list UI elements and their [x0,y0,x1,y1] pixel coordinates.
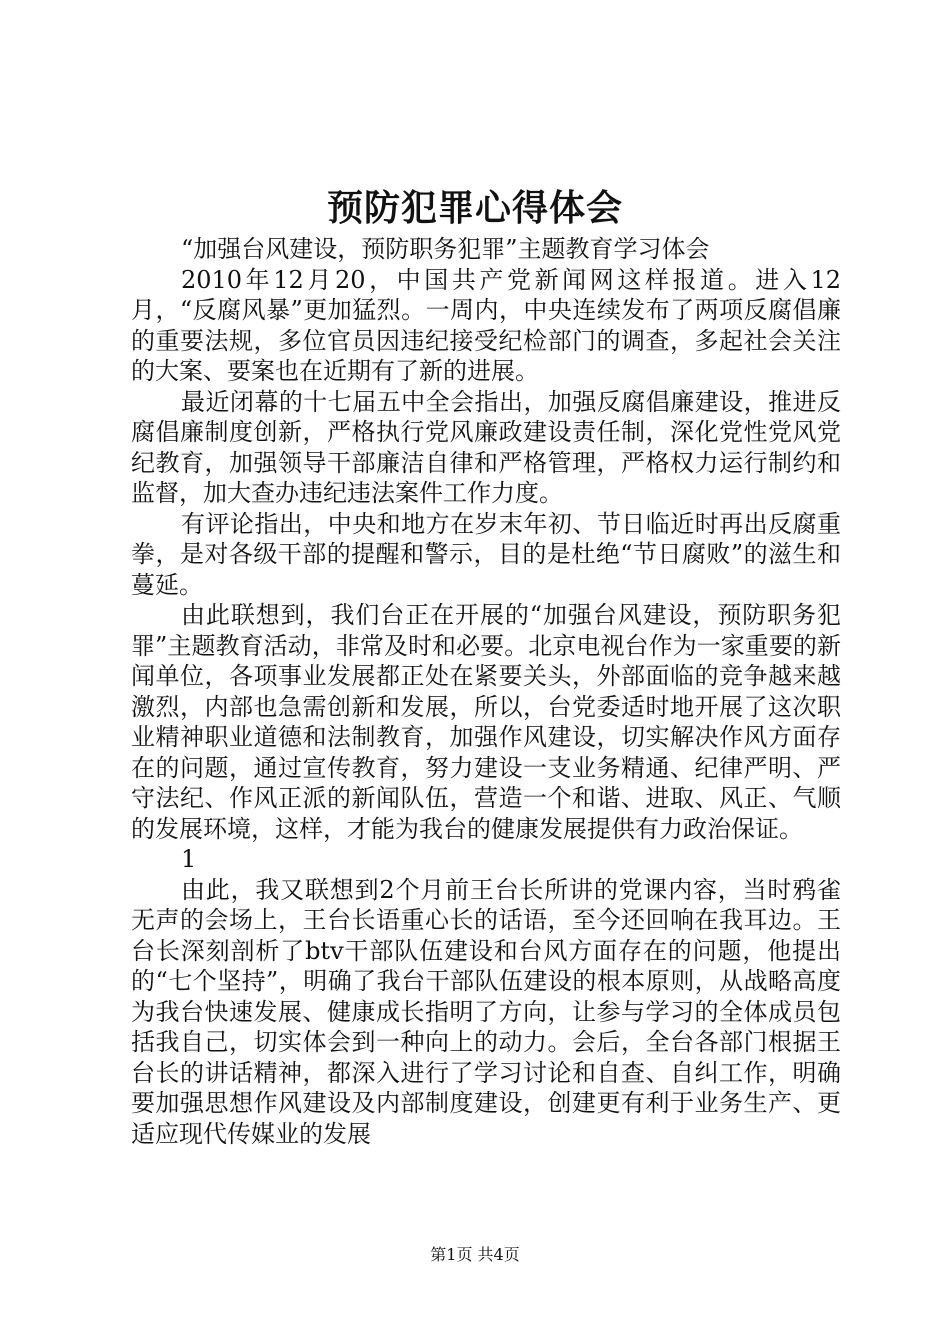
paragraph: 由此，我又联想到2个月前王台长所讲的党课内容，当时鸦雀无声的会场上，王台长语重心长的话语，至今还回响在我耳边。王台长深刻剖析了btv干部队伍建设和台风方面存在的问题，他提出的“七个坚持”，明确了我台干部队伍建设的根本原则，从战略高度为我台快速发展、健康成长指明了方向，让参与学习的全体成员包括我自己，切实体会到一种向上的动力。会后，全台各部门根据王台长的讲话精神，都深入进行了学习讨论和自查、自纠工作，明确要加强思想作风建设及内部制度建设，创建更有利于业务生产、更适应现代传媒业的发展 [131,875,841,1148]
paragraph: 由此联想到，我们台正在开展的“加强台风建设，预防职务犯罪”主题教育活动，非常及时和必要。北京电视台作为一家重要的新闻单位，各项事业发展都正处在紧要关头，外部面临的竞争越来越激烈，内部也急需创新和发展，所以，台党委适时地开展了这次职业精神职业道德和法制教育，加强作风建设，切实解决作风方面存在的问题，通过宣传教育，努力建设一支业务精通、纪律严明、严守法纪、作风正派的新闻队伍，营造一个和谐、进取、风正、气顺的发展环境，这样，才能为我台的健康发展提供有力政治保证。 [131,601,841,843]
paragraph: 最近闭幕的十七届五中全会指出，加强反腐倡廉建设，推进反腐倡廉制度创新，严格执行党风廉政建设责任制，深化党性党风党纪教育，加强领导干部廉洁自律和严格管理，严格权力运行制约和监督，加大查办违纪违法案件工作力度。 [131,387,841,507]
document-body [131,234,841,1149]
page-footer: 第1页 共4页 [430,1245,520,1264]
document-subtitle: “加强台风建设，预防职务犯罪”主题教育学习体会 [181,235,710,263]
section-number: 1 [181,845,197,873]
paragraph: 有评论指出，中央和地方在岁末年初、节日临近时再出反腐重拳，是对各级干部的提醒和警示，目的是杜绝“节日腐败”的滋生和蔓延。 [131,509,841,599]
paragraph: 2010年12月20，中国共产党新闻网这样报道。进入12月，“反腐风暴”更加猛烈。一周内，中央连续发布了两项反腐倡廉的重要法规，多位官员因违纪接受纪检部门的调查，多起社会关注的大案、要案也在近期有了新的进展。 [131,265,841,385]
document-title: 预防犯罪心得体会 [326,187,623,229]
